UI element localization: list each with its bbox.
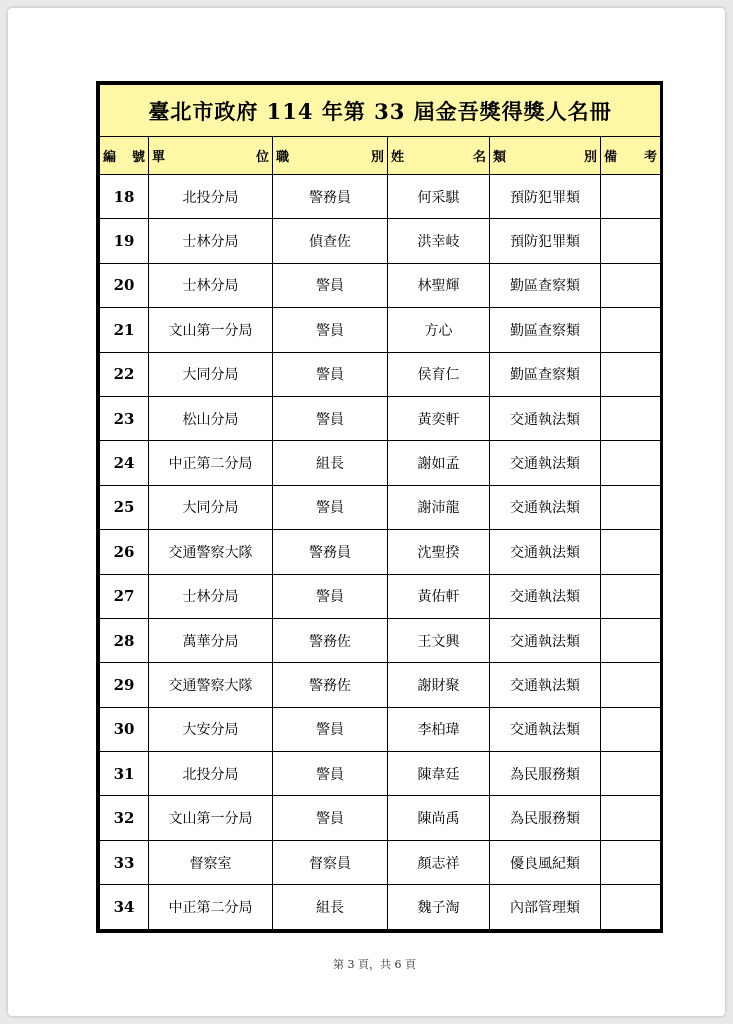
cell-position: 組長	[273, 885, 388, 929]
cell-name: 黃奕軒	[388, 396, 490, 440]
header-position: 職 別	[273, 137, 388, 175]
cell-remark	[601, 219, 661, 263]
cell-position: 警務佐	[273, 663, 388, 707]
cell-remark	[601, 885, 661, 929]
table-row	[100, 752, 661, 796]
cell-unit: 大同分局	[149, 352, 273, 396]
cell-remark	[601, 663, 661, 707]
cell-number: 21	[100, 308, 149, 352]
cell-unit: 士林分局	[149, 263, 273, 307]
cell-remark	[601, 485, 661, 529]
cell-unit: 中正第二分局	[149, 441, 273, 485]
cell-position: 警員	[273, 752, 388, 796]
cell-name: 魏子淘	[388, 885, 490, 929]
cell-name: 李柏瑋	[388, 707, 490, 751]
cell-number: 34	[100, 885, 149, 929]
cell-position: 警員	[273, 574, 388, 618]
cell-unit: 督察室	[149, 840, 273, 884]
table-row	[100, 885, 661, 929]
cell-name: 謝財聚	[388, 663, 490, 707]
cell-unit: 大同分局	[149, 485, 273, 529]
table-row	[100, 618, 661, 662]
document-title: 臺北市政府 114 年第 33 屆金吾獎得獎人名冊	[100, 85, 661, 137]
header-number: 編 號	[100, 137, 149, 175]
cell-position: 警員	[273, 352, 388, 396]
cell-category: 交通執法類	[490, 396, 601, 440]
cell-name: 王文興	[388, 618, 490, 662]
cell-position: 警員	[273, 707, 388, 751]
table-row	[100, 796, 661, 840]
cell-position: 警員	[273, 396, 388, 440]
cell-position: 警務員	[273, 530, 388, 574]
cell-number: 19	[100, 219, 149, 263]
cell-position: 警員	[273, 485, 388, 529]
cell-remark	[601, 574, 661, 618]
cell-unit: 交通警察大隊	[149, 530, 273, 574]
table-row	[100, 175, 661, 219]
cell-category: 交通執法類	[490, 485, 601, 529]
cell-position: 警務員	[273, 175, 388, 219]
table-row	[100, 263, 661, 307]
cell-name: 方心	[388, 308, 490, 352]
cell-name: 謝沛龍	[388, 485, 490, 529]
cell-category: 內部管理類	[490, 885, 601, 929]
cell-number: 20	[100, 263, 149, 307]
cell-number: 23	[100, 396, 149, 440]
cell-category: 預防犯罪類	[490, 219, 601, 263]
cell-remark	[601, 840, 661, 884]
header-row	[100, 137, 661, 175]
cell-number: 22	[100, 352, 149, 396]
cell-name: 黃佑軒	[388, 574, 490, 618]
cell-remark	[601, 396, 661, 440]
cell-name: 謝如孟	[388, 441, 490, 485]
cell-category: 預防犯罪類	[490, 175, 601, 219]
header-unit: 單 位	[149, 137, 273, 175]
cell-name: 何采騏	[388, 175, 490, 219]
table-row	[100, 441, 661, 485]
cell-unit: 萬華分局	[149, 618, 273, 662]
cell-remark	[601, 308, 661, 352]
table-row	[100, 663, 661, 707]
cell-number: 26	[100, 530, 149, 574]
cell-category: 交通執法類	[490, 574, 601, 618]
header-name: 姓 名	[388, 137, 490, 175]
cell-name: 陳韋廷	[388, 752, 490, 796]
page-footer: 第 3 頁，共 6 頁	[333, 958, 416, 971]
cell-category: 優良風紀類	[490, 840, 601, 884]
cell-remark	[601, 352, 661, 396]
award-table	[96, 81, 663, 933]
cell-remark	[601, 175, 661, 219]
cell-name: 洪幸岐	[388, 219, 490, 263]
cell-position: 警員	[273, 263, 388, 307]
table-row	[100, 840, 661, 884]
cell-category: 勤區查察類	[490, 352, 601, 396]
cell-position: 組長	[273, 441, 388, 485]
cell-number: 27	[100, 574, 149, 618]
cell-category: 勤區查察類	[490, 263, 601, 307]
cell-number: 29	[100, 663, 149, 707]
table-row	[100, 485, 661, 529]
cell-unit: 北投分局	[149, 752, 273, 796]
cell-category: 交通執法類	[490, 707, 601, 751]
cell-number: 33	[100, 840, 149, 884]
cell-category: 交通執法類	[490, 441, 601, 485]
cell-unit: 士林分局	[149, 219, 273, 263]
cell-unit: 中正第二分局	[149, 885, 273, 929]
table-row	[100, 574, 661, 618]
cell-number: 31	[100, 752, 149, 796]
cell-number: 32	[100, 796, 149, 840]
table-row	[100, 396, 661, 440]
cell-position: 警員	[273, 796, 388, 840]
cell-remark	[601, 796, 661, 840]
cell-remark	[601, 618, 661, 662]
cell-unit: 北投分局	[149, 175, 273, 219]
document-page	[8, 8, 725, 1016]
cell-number: 30	[100, 707, 149, 751]
cell-category: 為民服務類	[490, 752, 601, 796]
cell-remark	[601, 263, 661, 307]
table-row	[100, 219, 661, 263]
cell-number: 28	[100, 618, 149, 662]
header-remark: 備 考	[601, 137, 661, 175]
cell-name: 沈聖揆	[388, 530, 490, 574]
cell-remark	[601, 530, 661, 574]
cell-position: 警員	[273, 308, 388, 352]
cell-unit: 交通警察大隊	[149, 663, 273, 707]
cell-name: 林聖輝	[388, 263, 490, 307]
cell-category: 交通執法類	[490, 618, 601, 662]
table-row	[100, 530, 661, 574]
header-category: 類 別	[490, 137, 601, 175]
cell-unit: 大安分局	[149, 707, 273, 751]
cell-category: 交通執法類	[490, 663, 601, 707]
cell-unit: 士林分局	[149, 574, 273, 618]
cell-unit: 松山分局	[149, 396, 273, 440]
cell-category: 交通執法類	[490, 530, 601, 574]
cell-position: 警務佐	[273, 618, 388, 662]
table-row	[100, 352, 661, 396]
cell-category: 為民服務類	[490, 796, 601, 840]
cell-name: 陳尚禹	[388, 796, 490, 840]
cell-unit: 文山第一分局	[149, 308, 273, 352]
cell-number: 25	[100, 485, 149, 529]
cell-name: 侯育仁	[388, 352, 490, 396]
cell-position: 偵查佐	[273, 219, 388, 263]
cell-unit: 文山第一分局	[149, 796, 273, 840]
cell-number: 18	[100, 175, 149, 219]
cell-remark	[601, 752, 661, 796]
table-row	[100, 308, 661, 352]
cell-remark	[601, 441, 661, 485]
table-row	[100, 707, 661, 751]
cell-category: 勤區查察類	[490, 308, 601, 352]
cell-number: 24	[100, 441, 149, 485]
cell-remark	[601, 707, 661, 751]
cell-position: 督察員	[273, 840, 388, 884]
cell-name: 顏志祥	[388, 840, 490, 884]
